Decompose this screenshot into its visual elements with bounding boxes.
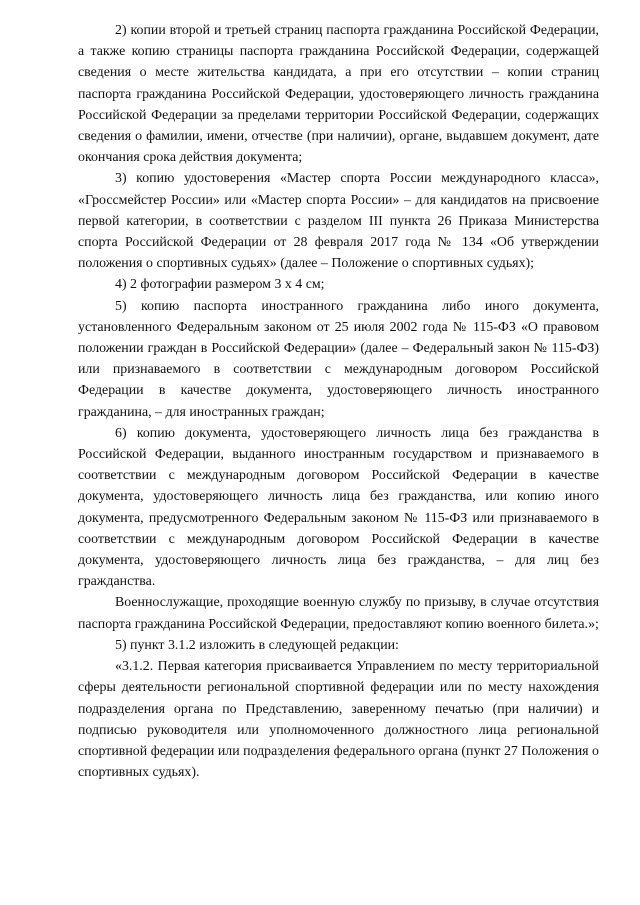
paragraph-stateless-document: 6) копию документа, удостоверяющего личность лица без гражданства в Российской Федерации, выданного иностранным государством и признаваемого в соответствии с международным договором Российской Федерации в качестве документа, удостоверяющего личность лица без гражданства, или копию иного документа, предусмотренного Федеральным законом № 115-ФЗ или признаваемого в соответствии с международным договором Российской Федерации в качестве документа, удостоверяющего личность лица без гражданства, – для лиц без гражданства.	[78, 425, 599, 590]
paragraph-amendment-intro: 5) пункт 3.1.2 изложить в следующей редакции:	[115, 637, 399, 653]
paragraph-passport-copies: 2) копии второй и третьей страниц паспорта гражданина Российской Федерации, а также копию страницы паспорта гражданина Российской Федерации, содержащей сведения о месте жительства кандидата, а при его отсутствии – копии страниц паспорта гражданина Российской Федерации, удостоверяющего личность гражданина Российской Федерации за пределами территории Российской Федерации, содержащих сведения о фамилии, имени, отчестве (при наличии), органе, выдавшем документ, дате окончания срока действия документа;	[78, 23, 599, 166]
paragraph-certificate-copy: 3) копию удостоверения «Мастер спорта России международного класса», «Гроссмейстер России» или «Мастер спорта России» – для кандидатов на присвоение первой категории, в соответствии с разделом III пункта 26 Приказа Министерства спорта Российской Федерации от 28 февраля 2017 года № 134 «Об утверждении положения о спортивных судьях» (далее – Положение о спортивных судьях);	[78, 171, 599, 272]
paragraph-foreign-passport: 5) копию паспорта иностранного гражданина либо иного документа, установленного Федеральным законом от 25 июля 2002 года № 115-ФЗ «О правовом положении граждан в Российской Федерации» (далее – Федеральный закон № 115-ФЗ) или признаваемого в соответствии с международным договором Российской Федерации в качестве документа, удостоверяющего личность иностранного гражданина, – для иностранных граждан;	[78, 298, 599, 420]
document-page	[78, 20, 599, 783]
paragraph-military-servicemen: Военнослужащие, проходящие военную службу по призыву, в случае отсутствия паспорта гражданина Российской Федерации, предоставляют копию военного билета.»;	[78, 595, 599, 632]
paragraph-photos: 4) 2 фотографии размером 3 х 4 см;	[115, 277, 325, 293]
paragraph-first-category: «3.1.2. Первая категория присваивается Управлением по месту территориальной сферы деятельности региональной спортивной федерации или по месту нахождения подразделения органа по Представлению, заверенному печатью (при наличии) и подписью руководителя или уполномоченного должностного лица региональной спортивной федерации или подразделения федерального органа (пункт 27 Положения о спортивных судьях).	[78, 659, 599, 781]
